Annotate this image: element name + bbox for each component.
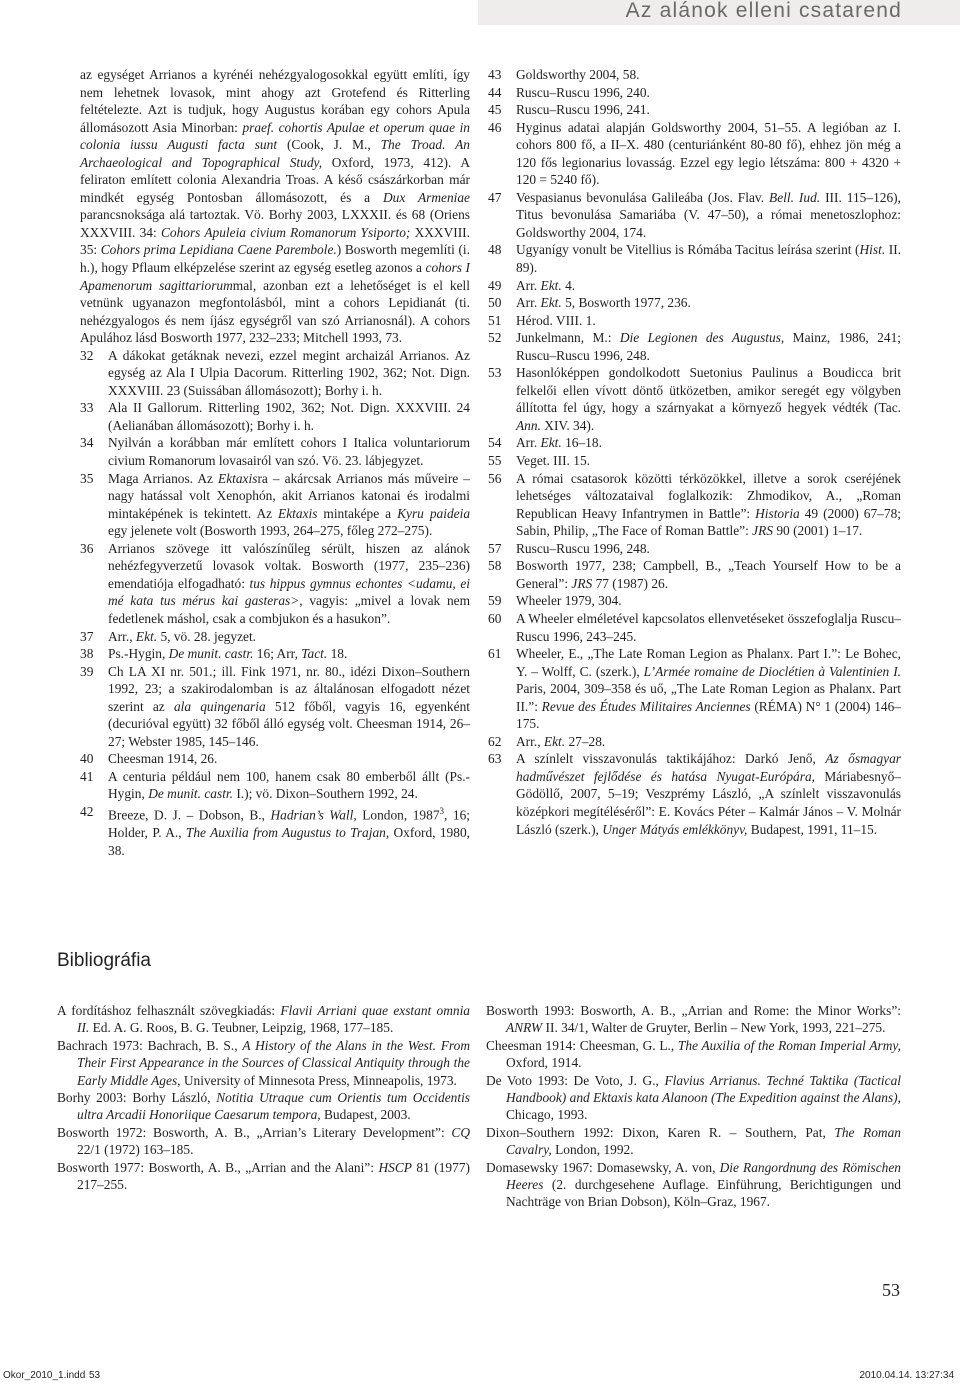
bibliography-entry [486, 1002, 901, 1037]
footnote-text [108, 768, 470, 803]
text-run: Oxford, 1973, 412). A feliraton említett colonia Alexandria Troas. A késő császárkorban már mindkét egység Pontosban állomásozott, és a [80, 154, 470, 205]
text-run: Breeze, D. J. – Dobson, B., [108, 807, 271, 823]
footnote-text [108, 803, 470, 859]
footnote-number: 36 [80, 540, 94, 556]
running-title: Az alánok elleni csatarend [625, 0, 902, 22]
text-run: Borhy 2003: Borhy László, [57, 1090, 217, 1106]
italic-text: Ann. [516, 417, 541, 433]
text-run: Cheesman 1914: Cheesman, G. L., [486, 1037, 678, 1053]
slug-filename: Okor_2010_1.indd [3, 1370, 86, 1381]
italic-text: Tact. [301, 646, 328, 662]
footnote-text [108, 434, 470, 469]
footnote-text [516, 312, 901, 330]
footnote-number: 38 [80, 646, 94, 662]
italic-text: Flavius Arrianus. Techné Taktika (Tactical Handbook) and Ektaxis kata Alanoon (The Expedition against the Alans), [506, 1072, 901, 1106]
slug-datetime: 2010.04.14. 13:27:34 [859, 1370, 954, 1381]
text-run: 5, Bosworth 1977, 236. [561, 295, 691, 311]
text-run: mintaképe a [317, 505, 398, 521]
bibliography-right-column [486, 1002, 901, 1211]
text-run: XXXVIII. 35: [80, 224, 470, 258]
italic-text: Flavii Arriani quae exstant omnia II. [77, 1003, 471, 1036]
text-run: (2. durchgesehene Auflage. Einführung, Berichtigungen und Nachträge von Brian Dobson), Köln–Graz, 1967. [506, 1177, 901, 1210]
text-run: Veget. III. 15. [516, 453, 590, 469]
italic-text: Bell. Iud. [769, 189, 821, 205]
text-run: 18. [327, 646, 348, 662]
footnote-number: 55 [488, 453, 502, 469]
footnote-text [516, 364, 901, 434]
text-run: , vagyis: „mivel a lovak nem fedetlenek máshol, csak a combjukon és a hasukon”. [108, 593, 470, 626]
italic-text: L’Armée romaine de Dioclétien à Valentinien I. [643, 663, 902, 679]
text-run: Ugyanígy vonult be Vitellius is Rómába Tacitus leírása szerint ( [516, 242, 860, 258]
text-run: (RÉMA) N° 1 (2004) 146–175. [516, 698, 902, 732]
italic-text: Dux Armeniae [383, 189, 471, 205]
text-run: 22/1 (1972) 163–185. [77, 1142, 194, 1158]
italic-text: Ektaxis [278, 505, 318, 521]
footnote-text [516, 470, 901, 540]
text-run: Ps.-Hygin, [108, 646, 169, 662]
text-run: Máriabesnyő–Gödöllő, 2007, 5–19; Veszprémy László, „A színlelt visszavonulás középkori megítéléséről”: E. Kovács Péter – Kalmár János – V. Molnár László (szerk.), [516, 768, 902, 837]
text-run: Dixon–Southern 1992: Dixon, Karen R. – Southern, Pat, [486, 1124, 835, 1140]
footnote-text [516, 66, 901, 84]
text-run: Arr., [108, 628, 136, 644]
footnote-text [516, 119, 901, 189]
italic-text: tus hippus gymnus echontes <udamu, ei mé kata tus mérus kai gasteras> [108, 575, 470, 609]
footnote-number: 51 [488, 312, 502, 328]
footnote-number: 61 [488, 646, 502, 662]
footnote-text [516, 645, 901, 733]
bibliography-left-column [57, 1002, 470, 1193]
text-run: London, 1987 [356, 807, 440, 823]
text-run: Bosworth 1972: Bosworth, A. B., „Arrian’s Literary Development”: [57, 1124, 452, 1140]
right-column [488, 66, 901, 838]
left-column [80, 66, 470, 859]
text-run: Ed. A. G. Roos, B. G. Teubner, Leipzig, 1968, 177–185. [89, 1020, 394, 1036]
text-run: Wheeler 1979, 304. [516, 593, 622, 609]
footnote [488, 364, 901, 434]
italic-text: Unger Mátyás emlékkönyv, [602, 821, 748, 837]
footnote [80, 768, 470, 803]
bibliography-entry [57, 1002, 470, 1037]
footnote-text [516, 277, 901, 295]
footnote [488, 645, 901, 733]
italic-text: Ekt. [540, 295, 562, 311]
footnote-number: 48 [488, 242, 502, 258]
page-number: 53 [882, 1280, 900, 1300]
italic-text: cohors I Apamenorum sagittariorum [80, 260, 471, 293]
text-run: A dákokat getáknak nevezi, ezzel megint archaizál Arrianos. Az egység az Ala I Ulpia Dacorum. Ritterling 1902, 362; Not. Dign. XXXVIII. 23 (Suissában állomásozott); Borhy i. h. [108, 347, 470, 398]
italic-text: Hadrian’s Wall, [270, 807, 357, 823]
footnote [80, 434, 470, 469]
text-run: Arrianos szövege itt valószínűleg sérült, hiszen az alánok nehézfegyverzetű lovasok voltak. Bosworth (1977, 235–236) emendatiója elfogadható: [108, 540, 470, 591]
text-run: Ruscu–Ruscu 1996, 248. [516, 540, 650, 556]
italic-text: Die Rangordnung des Römischen Heeres [506, 1159, 901, 1193]
italic-text: JRS [571, 575, 593, 591]
footnote-text [108, 663, 470, 751]
footnote-number: 45 [488, 102, 502, 118]
bibliography-entry [486, 1037, 901, 1072]
footnote-text [516, 329, 901, 364]
text-run: Paris, 2004, 309–358 és uő, „The Late Roman Legion as Phalanx. Part II.”: [516, 681, 901, 714]
footnote-number: 33 [80, 400, 94, 416]
footnote-number: 43 [488, 67, 502, 82]
text-run: 512 főből, vagyis 16, egyenként (decurióval együtt) 32 főből álló egység volt. Cheesman 1914, 26–27; Webster 1985, 145–146. [108, 698, 470, 749]
footnote-number: 56 [488, 470, 502, 486]
footnote-text [108, 470, 470, 540]
text-run: Maga Arrianos. Az [108, 470, 219, 486]
text-run: Hyginus adatai alapján Goldsworthy 2004, 51–55. A legióban az I. cohors 800 fő, a II–X. 480 (centuriánként 80-80 fő), ehhez jön még a 120 fős legionarius lovasság. Ezzel egy legio létszáma: 800 + 4320 + 120 = 5240 fő). [516, 119, 901, 188]
text-run: ) Bosworth megemlíti (i. h.), hogy Pflaum elképzelése szerint az egység esetleg azonos a [80, 242, 470, 276]
italic-text: Cohors prima Lepidiana Caene Parembole. [100, 242, 337, 258]
superscript-text: 3 [439, 805, 445, 816]
text-run: Ruscu–Ruscu 1996, 241. [516, 102, 650, 118]
italic-text: Notitia Utraque cum Orientis tum Occidentis ultra Arcadii Honoriique Caesarum tempora [77, 1090, 471, 1123]
footnote-text [108, 347, 470, 400]
footnote-text [108, 750, 470, 768]
footnote-number: 32 [80, 347, 94, 363]
italic-text: Ekt. [543, 733, 566, 749]
text-run: 49 (2000) 67–78; Sabin, Philip, „The Face of Roman Battle”: [516, 505, 901, 539]
bibliography-entry [57, 1037, 470, 1089]
footnote-text [516, 452, 901, 470]
italic-text: Ekt. [135, 628, 158, 644]
footnote-number: 50 [488, 295, 502, 311]
text-run: 81 (1977) 217–255. [77, 1159, 470, 1193]
text-run: London, 1992. [551, 1142, 634, 1158]
text-run: 16–18. [561, 435, 602, 451]
footnote-text [516, 294, 901, 312]
footnote [488, 119, 901, 189]
italic-text: JRS [752, 523, 773, 539]
text-run: , 16; Holder, P. A., [108, 807, 470, 840]
text-run: parancsnoksága alá tartoztak. Vö. Borhy 2003, LXXXII. és 68 (Oriens XXXVIII. 34: [80, 207, 470, 240]
text-run: Oxford, 1980, 38. [108, 824, 470, 858]
footnote [488, 294, 901, 312]
footnote [488, 189, 901, 242]
footnote [80, 540, 470, 628]
text-run: 27–28. [565, 733, 606, 749]
footnote [80, 399, 470, 434]
footnote-text [516, 241, 901, 276]
text-run: XIV. 34). [540, 417, 595, 433]
text-run: Goldsworthy 2004, 58. [516, 67, 640, 82]
footnote [488, 470, 901, 540]
text-run: Oxford, 1914. [506, 1055, 582, 1071]
footnote [488, 610, 901, 645]
text-run: Junkelmann, M.: [516, 330, 620, 346]
footnote [488, 101, 901, 119]
text-run: Ruscu–Ruscu 1996, 240. [516, 84, 650, 100]
text-run: A színlelt visszavonulás taktikájához: Darkó Jenő, [516, 751, 826, 767]
text-run: Domasewsky 1967: Domasewsky, A. von, [486, 1159, 720, 1175]
left-intro-paragraph [80, 66, 470, 347]
text-run: 4. [561, 277, 576, 293]
footnote-number: 57 [488, 540, 502, 556]
italic-text: Cohors Apuleia civium Romanorum Ysiporto; [160, 224, 411, 240]
text-run: Arr. [516, 277, 541, 293]
text-run: Bosworth 1993: Bosworth, A. B., „Arrian and Rome: the Minor Works”: [486, 1003, 901, 1018]
text-run: A Wheeler elméletével kapcsolatos ellenvetéseket összefoglalja Ruscu–Ruscu 1996, 243–245. [516, 610, 901, 644]
footnote-number: 52 [488, 330, 502, 346]
text-run: Cheesman 1914, 26. [108, 751, 218, 767]
text-run: Wheeler, E., „The Late Roman Legion as Phalanx. Part I.”: Le Bohec, Y. – Wolff, C. (szerk.), [516, 646, 901, 679]
text-run: I.); vö. Dixon–Southern 1992, 24. [233, 786, 418, 802]
italic-text: A History of the Alans in the West. From Their First Appearance in the Sources of Classical Antiquity through the Early Middle Ages [77, 1037, 470, 1088]
text-run: az egységet Arrianos a kyrénéi nehézgyalogosokkal együtt említi, így nem lehetnek lovasok, mint ahogy azt Grotefend és Ritterling feltételezte. Azt is tudjuk, hogy Augustus korában egy cohors Apula állomásozott Asia Minorban: [80, 67, 470, 135]
italic-text: Ekt. [540, 435, 562, 451]
text-run: Bachrach 1973: Bachrach, B. S., [57, 1037, 243, 1053]
footnote-text [516, 557, 901, 592]
footnote [488, 592, 901, 610]
text-run: mal, azonban ezt a lehetőséget is el kell vetnünk ugyanazon megfontolásból, mint a cohors Lepidianát (ti. nehézgyalogos és nem íjász egységről van szó Arrianosnál). A cohors Apulához lásd Bosworth 1977, 232–233; Mitchell 1993, 73. [80, 277, 470, 346]
footnote [488, 66, 901, 84]
text-run: Hasonlóképpen gondolkodott Suetonius Paulinus a Boudicca brit felkelői ellen vívott döntő ütközetben, amikor seregét egy völgyben állította fel úgy, hogy a szárnyakat a környező hegyek védték (Tac. [516, 365, 901, 416]
footnote-number: 44 [488, 84, 502, 100]
footnote-text [108, 628, 470, 646]
italic-text: Die Legionen des Augustus, [619, 330, 785, 346]
bibliography-entry [57, 1089, 470, 1124]
text-run: (Cook, J. M., [277, 137, 381, 153]
italic-text: De munit. castr. [168, 646, 254, 662]
slug-page: 53 [89, 1370, 101, 1381]
italic-text: The Auxilia from Augustus to Trajan, [185, 824, 390, 840]
footnote-text [516, 434, 901, 452]
text-run: A centuria például nem 100, hanem csak 80 emberből állt (Ps.-Hygin, [108, 768, 470, 802]
footnote-number: 40 [80, 751, 94, 767]
italic-text: Historia [755, 505, 800, 521]
text-run: A római csatasorok közötti térközökkel, illetve a sorok cseréjének lehetséges változataival foglalkozik: Zhmodikov, A., „Roman Republican Heavy Infantrymen in Battle”: [516, 470, 901, 521]
footnote-number: 39 [80, 663, 94, 679]
left-notes-list [80, 347, 470, 859]
text-run: Mainz, 1986, 241; Ruscu–Ruscu 1996, 248. [516, 330, 901, 363]
text-run: Ch LA XI nr. 501.; ill. Fink 1971, nr. 80., idézi Dixon–Southern 1992, 23; a szakirodalomban is az általánosan elfogadott nézet szerint az [108, 663, 470, 714]
bibliography-entry [486, 1159, 901, 1211]
footnote-text [516, 101, 901, 119]
footnote-text [108, 399, 470, 434]
footnote [488, 750, 901, 838]
italic-text: Revue des Études Militaires Anciennes [541, 698, 751, 714]
footnote-number: 62 [488, 733, 502, 749]
footnote-number: 41 [80, 768, 94, 784]
text-run: , University of Minnesota Press, Minneapolis, 1973. [177, 1072, 457, 1088]
text-run: III. 115–126), Titus bevonulása Samariába (V. 47–50), a római menetoszlophoz: Goldsworthy 2004, 174. [516, 189, 901, 240]
footnote-text [516, 189, 901, 242]
footnote-number: 37 [80, 628, 94, 644]
footnote [80, 663, 470, 751]
text-run: Bosworth 1977: Bosworth, A. B., „Arrian and the Alani”: [57, 1159, 379, 1175]
text-run: 90 (2001) 1–17. [772, 523, 863, 539]
text-run: Bosworth 1977, 238; Campbell, B., „Teach Yourself How to be a General”: [516, 558, 901, 591]
footnote-text [516, 540, 901, 558]
bibliography-entry [486, 1072, 901, 1124]
text-run: II. 34/1, Walter de Gruyter, Berlin – New York, 1993, 221–275. [542, 1020, 886, 1036]
bibliography-entry [57, 1124, 470, 1159]
footnote-number: 60 [488, 610, 502, 626]
footnote [488, 452, 901, 470]
bibliography-entry [57, 1159, 470, 1194]
text-run: ra – akárcsak Arrianos más műveire – nagy hatással volt Xenophón, akit Arrianos katonai és irodalmi mintaképének is tekintett. Az [108, 470, 470, 521]
text-run: Chicago, 1993. [506, 1107, 588, 1123]
footnote [488, 312, 901, 330]
italic-text: praef. cohortis Apulae et operum quae in colonia iussu Augusti facta sunt [80, 119, 470, 153]
footnote-text [516, 610, 901, 645]
text-run: De Voto 1993: De Voto, J. G., [486, 1072, 665, 1088]
footnote-text [516, 750, 901, 838]
text-run: , Budapest, 2003. [317, 1107, 411, 1123]
italic-text: Kyru paideia [397, 505, 471, 521]
text-run: Arr., [516, 733, 544, 749]
text-run: Hérod. VIII. 1. [516, 312, 596, 328]
footnote [488, 277, 901, 295]
italic-text: CQ [451, 1124, 470, 1140]
text-run: egy jelenete volt (Bosworth 1993, 264–275, főleg 272–275). [108, 523, 433, 539]
italic-text: ANRW [506, 1020, 543, 1036]
text-run: Nyilván a korábban már említett cohors I Italica voluntariorum civium Romanorum lovasairól van szó. Vö. 23. lábjegyzet. [108, 435, 470, 469]
footnote [488, 241, 901, 276]
bibliography-heading: Bibliográfia [57, 950, 151, 971]
footnote-text [516, 592, 901, 610]
footnote-number: 47 [488, 189, 502, 205]
footnote-number: 63 [488, 751, 502, 767]
italic-text: ala quingenaria [173, 698, 266, 714]
footnote [488, 540, 901, 558]
text-run: Vespasianus bevonulása Galileába (Jos. Flav. [516, 189, 770, 205]
footnote-number: 49 [488, 277, 502, 293]
text-run: 77 (1987) 26. [592, 575, 669, 591]
text-run: Arr. [516, 435, 541, 451]
footnote [80, 470, 470, 540]
italic-text: De munit. castr. [148, 786, 233, 802]
footnote [80, 347, 470, 400]
text-run: A fordításhoz felhasznált szövegkiadás: [57, 1003, 281, 1018]
text-run: II. 89). [516, 242, 901, 276]
text-run: Budapest, 1991, 11–15. [747, 821, 878, 837]
italic-text: The Roman Cavalry, [506, 1124, 901, 1158]
footnote [80, 803, 470, 859]
footnote-number: 53 [488, 365, 502, 381]
footnote-number: 58 [488, 558, 502, 574]
italic-text: Hist. [859, 242, 886, 258]
text-run: Arr. [516, 295, 541, 311]
footnote [80, 750, 470, 768]
right-notes-list [488, 66, 901, 838]
text-run: Ala II Gallorum. Ritterling 1902, 362; Not. Dign. XXXVIII. 24 (Aelianában állomásozott); Borhy i. h. [108, 400, 470, 433]
italic-text: HSCP [378, 1159, 412, 1175]
footnote [488, 557, 901, 592]
footnote [488, 84, 901, 102]
footnote-number: 35 [80, 470, 94, 486]
footnote-number: 34 [80, 435, 94, 451]
text-run: 5, vö. 28. jegyzet. [157, 628, 257, 644]
italic-text: The Auxilia of the Roman Imperial Army, [677, 1037, 901, 1053]
footnote [488, 434, 901, 452]
footnote [488, 329, 901, 364]
footnote-number: 54 [488, 435, 502, 451]
footnote-text [516, 84, 901, 102]
footnote-text [516, 733, 901, 751]
footnote-number: 42 [80, 803, 94, 819]
text-run: 16; Arr, [253, 646, 302, 662]
footnote-text [108, 540, 470, 628]
footnote [80, 645, 470, 663]
italic-text: Az ősmagyar hadművészet fejlődése és hatása Nyugat-Európára, [516, 751, 901, 784]
footnote [488, 733, 901, 751]
footnote-number: 59 [488, 593, 502, 609]
italic-text: Ekt. [540, 277, 562, 293]
italic-text: Ektaxis [218, 470, 258, 486]
italic-text: The Troad. An Archaeological and Topographical Study, [80, 137, 470, 170]
footnote [80, 628, 470, 646]
footnote-text [108, 645, 470, 663]
bibliography-entry [486, 1124, 901, 1159]
header-bar [478, 0, 960, 25]
footnote-number: 46 [488, 119, 502, 135]
